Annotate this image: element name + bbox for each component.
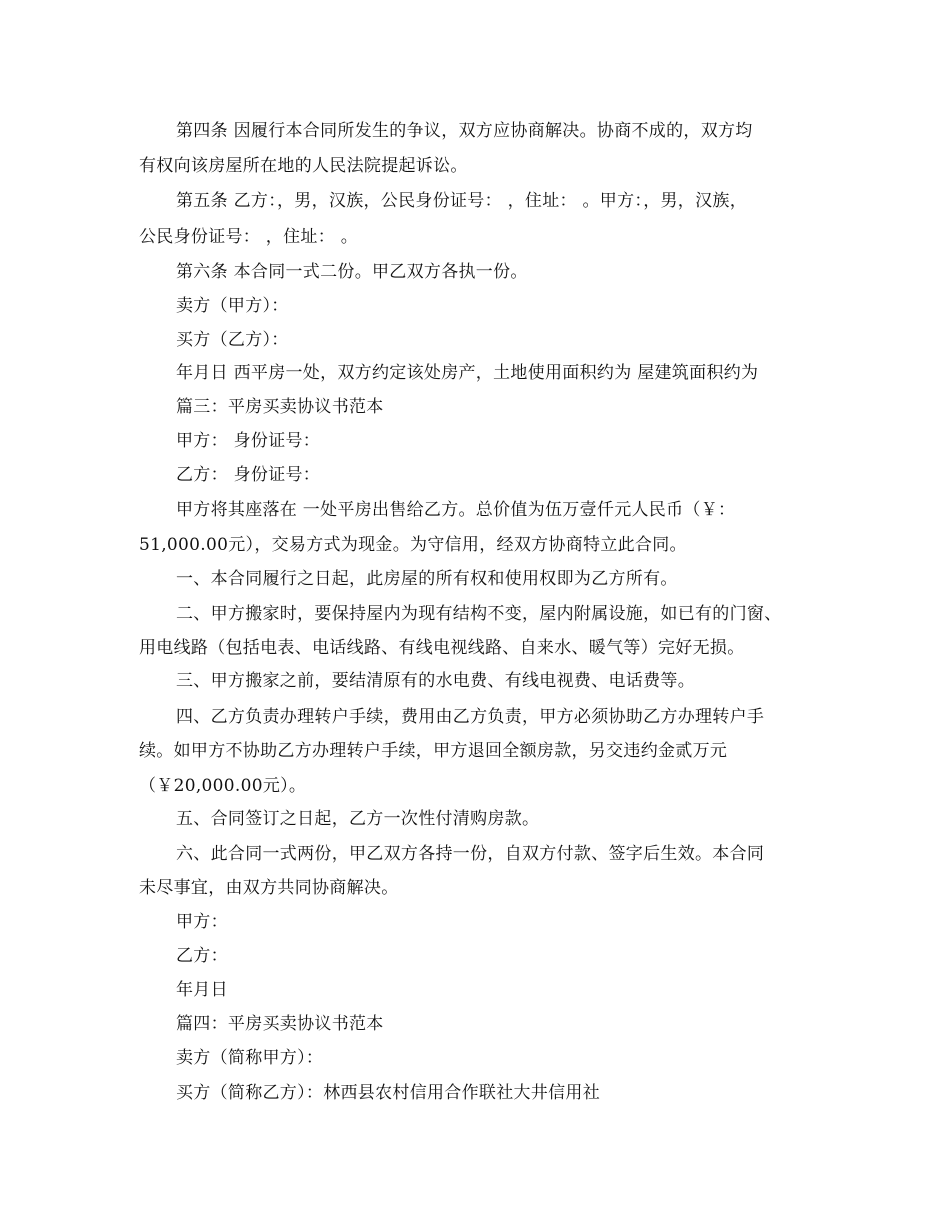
clause-1-line: 一、本合同履行之日起，此房屋的所有权和使用权即为乙方所有。 [176,569,678,589]
clause-2-line-2: 用电线路（包括电表、电话线路、有线电视线路、自来水、暖气等）完好无损。 [139,638,745,658]
clause-3-line: 三、甲方搬家之前，要结清原有的水电费、有线电视费、电话费等。 [176,671,695,691]
clause-6-line-1: 六、此合同一式两份，甲乙双方各持一份，自双方付款、签字后生效。本合同 [176,844,765,864]
article-4-line-2: 有权向该房屋所在地的人民法院提起诉讼。 [139,156,468,176]
clause-4-line-3: （￥20,000.00元）。 [139,776,307,796]
party-a-signature: 甲方： [176,912,228,932]
signature-date: 年月日 [176,980,228,1000]
article-4-line-1: 第四条 因履行本合同所发生的争议，双方应协商解决。协商不成的，双方均 [176,121,753,141]
buyer-short-name-line: 买方（简称乙方）：林西县农村信用合作联社大井信用社 [176,1083,600,1103]
buyer-signature-line: 买方（乙方）： [176,330,289,350]
article-6-line: 第六条 本合同一式二份。甲乙双方各执一份。 [176,262,528,282]
article-5-line-2: 公民身份证号： ，住址： 。 [139,227,359,247]
clause-6-line-2: 未尽事宜，由双方共同协商解决。 [139,878,399,898]
party-b-signature: 乙方： [176,946,228,966]
party-b-id-line: 乙方： 身份证号： [176,465,321,485]
seller-signature-line: 卖方（甲方）： [176,296,289,316]
article-5-line-1: 第五条 乙方：，男，汉族，公民身份证号： ，住址： 。甲方：，男，汉族， [176,191,748,211]
clause-2-line-1: 二、甲方搬家时，要保持屋内为现有结构不变，屋内附属设施，如已有的门窗、 [176,604,782,624]
sale-clause-line-2: 51,000.00元），交易方式为现金。为守信用，经双方协商特立此合同。 [139,535,687,555]
clause-4-line-2: 续。如甲方不协助乙方办理转户手续，甲方退回全额房款，另交违约金贰万元 [139,741,728,761]
section-4-heading: 篇四：平房买卖协议书范本 [176,1014,384,1034]
clause-5-line: 五、合同签订之日起，乙方一次性付清购房款。 [176,809,540,829]
seller-short-name-line: 卖方（简称甲方）： [176,1048,324,1068]
section-3-heading: 篇三：平房买卖协议书范本 [176,397,384,417]
sale-clause-line-1: 甲方将其座落在 一处平房出售给乙方。总价值为伍万壹仟元人民币（￥： [176,500,736,520]
party-a-id-line: 甲方： 身份证号： [176,431,321,451]
date-property-line: 年月日 西平房一处，双方约定该处房产，土地使用面积约为 屋建筑面积约为 [176,363,759,383]
clause-4-line-1: 四、乙方负责办理转户手续，费用由乙方负责，甲方必须协助乙方办理转户手 [176,707,765,727]
